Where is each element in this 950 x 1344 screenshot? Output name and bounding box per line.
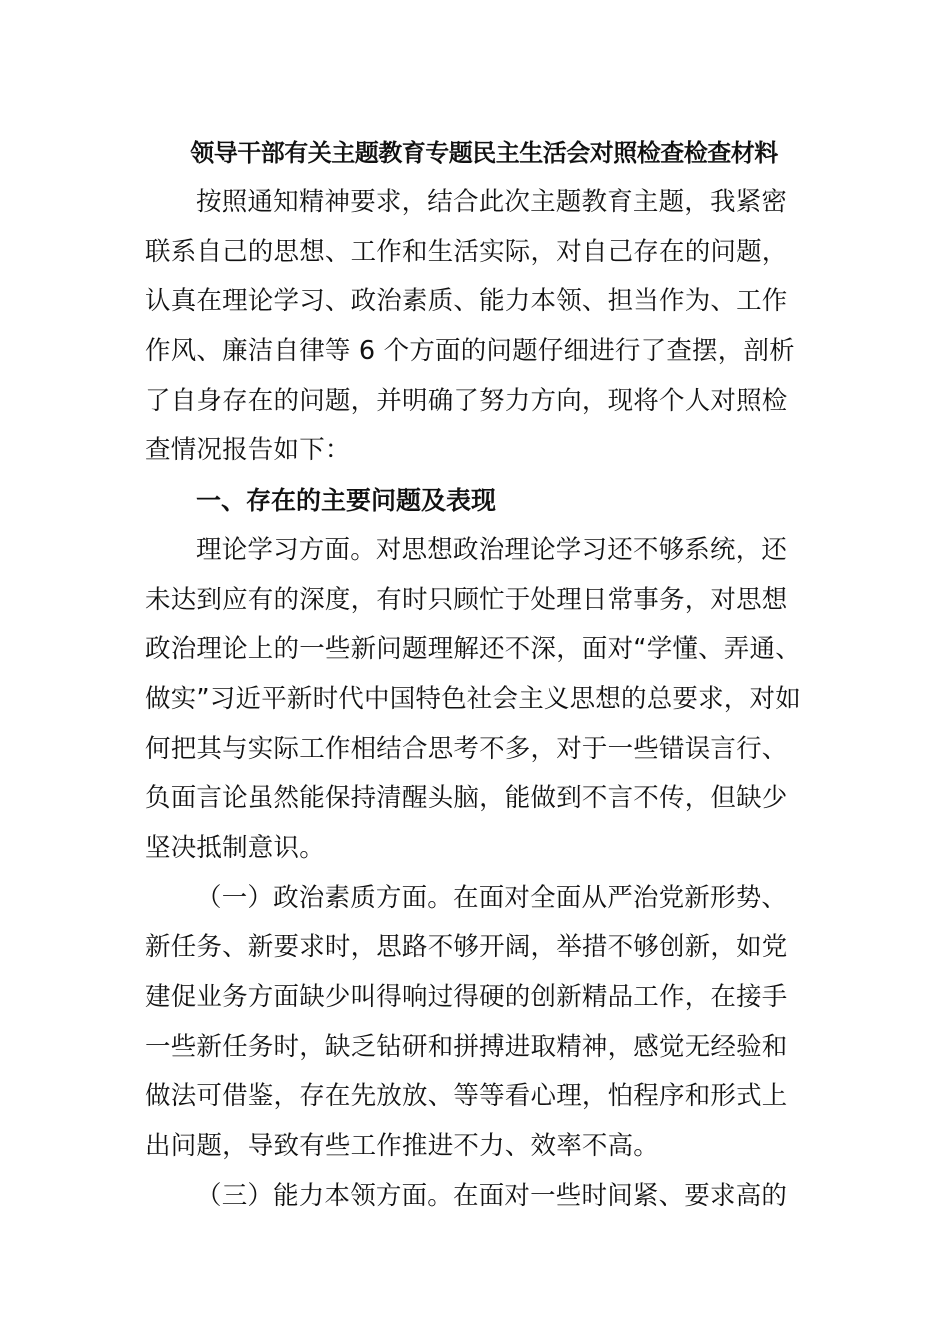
paragraph-line: 做实”习近平新时代中国特色社会主义思想的总要求，对如 bbox=[145, 683, 801, 714]
paragraph-line: 一些新任务时，缺乏钻研和拼搏进取精神，感觉无经验和 bbox=[145, 1031, 788, 1062]
document-title: 领导干部有关主题教育专题民主生活会对照检查检查材料 bbox=[190, 139, 778, 167]
paragraph-line: 未达到应有的深度，有时只顾忙于处理日常事务，对思想 bbox=[145, 584, 788, 615]
paragraph-line: 何把其与实际工作相结合思考不多，对于一些错误言行、 bbox=[145, 733, 788, 764]
paragraph-line: 出问题，导致有些工作推进不力、效率不高。 bbox=[145, 1131, 660, 1162]
theory-paragraph bbox=[145, 526, 807, 874]
paragraph-line: 作风、廉洁自律等 6 个方面的问题仔细进行了查摆，剖析 bbox=[145, 336, 795, 367]
paragraph-line: 政治理论上的一些新问题理解还不深，面对“学懂、弄通、 bbox=[145, 634, 801, 665]
paragraph-line: 负面言论虽然能保持清醒头脑，能做到不言不传，但缺少 bbox=[145, 783, 788, 814]
ability-paragraph bbox=[145, 1172, 807, 1222]
paragraph-line: 理论学习方面。对思想政治理论学习还不够系统，还 bbox=[196, 534, 788, 565]
paragraph-line: 查情况报告如下： bbox=[145, 435, 351, 466]
political-paragraph bbox=[145, 874, 807, 1172]
intro-paragraph bbox=[145, 178, 807, 476]
document-page bbox=[145, 128, 807, 1221]
paragraph-line: 联系自己的思想、工作和生活实际，对自己存在的问题， bbox=[145, 236, 788, 267]
paragraph-line: 坚决抵制意识。 bbox=[145, 832, 325, 863]
paragraph-line: 做法可借鉴，存在先放放、等等看心理，怕程序和形式上 bbox=[145, 1081, 788, 1112]
paragraph-line: 认真在理论学习、政治素质、能力本领、担当作为、工作 bbox=[145, 286, 788, 317]
paragraph-line: 新任务、新要求时，思路不够开阔，举措不够创新，如党 bbox=[145, 932, 788, 963]
paragraph-line: （一）政治素质方面。在面对全面从严治党新形势、 bbox=[196, 882, 788, 913]
paragraph-line: （三）能力本领方面。在面对一些时间紧、要求高的 bbox=[196, 1180, 788, 1211]
paragraph-line: 建促业务方面缺少叫得响过得硬的创新精品工作，在接手 bbox=[145, 982, 788, 1012]
paragraph-line: 了自身存在的问题，并明确了努力方向，现将个人对照检 bbox=[145, 385, 788, 416]
paragraph-line: 按照通知精神要求，结合此次主题教育主题，我紧密 bbox=[196, 187, 788, 217]
section-heading: 一、存在的主要问题及表现 bbox=[196, 486, 497, 516]
